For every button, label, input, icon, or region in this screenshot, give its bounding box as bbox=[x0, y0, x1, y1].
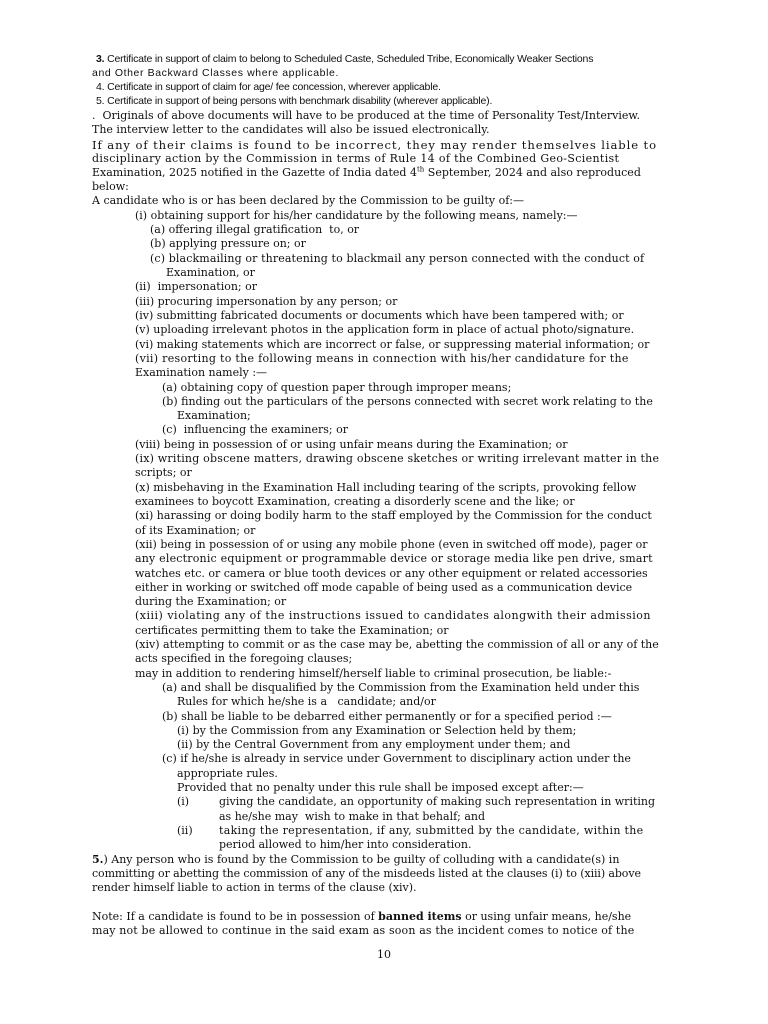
rule-intro: A candidate who is or has been declared by the Commission to be guilty of:— bbox=[92, 194, 524, 207]
clause-xii-cont-2: watches etc. or camera or blue tooth devices or any other equipment or related accessories bbox=[135, 567, 648, 580]
clause-i-c-cont: Examination, or bbox=[166, 266, 255, 279]
note-line-2: may not be allowed to continue in the said exam as soon as the incident comes to notice of the bbox=[92, 924, 635, 937]
clause-xii-cont-3: either in working or switched off mode capable of being used as a communication device bbox=[135, 581, 633, 594]
point-5-line-2: committing or abetting the commission of any of the misdeeds listed at the clauses (i) to (xiii) above bbox=[92, 867, 641, 880]
proviso-ii-cont: period allowed to him/her into consideration. bbox=[219, 838, 472, 851]
clause-i-c: (c) blackmailing or threatening to blackmail any person connected with the conduct of bbox=[150, 252, 645, 265]
clause-x-cont: examinees to boycott Examination, creating a disorderly scene and the like; or bbox=[135, 495, 575, 508]
liable-b-i: (i) by the Commission from any Examination or Selection held by them; bbox=[177, 724, 577, 737]
clause-xi-cont: of its Examination; or bbox=[135, 524, 256, 537]
certificate-item-3 bbox=[96, 52, 593, 66]
claims-line-3 bbox=[92, 166, 641, 180]
clause-v: (v) uploading irrelevant photos in the application form in place of actual photo/signature. bbox=[135, 323, 635, 336]
note-text: or using unfair means, he/she bbox=[461, 910, 632, 923]
clause-vii-a: (a) obtaining copy of question paper through improper means; bbox=[162, 381, 512, 394]
clause-xii-cont-1: any electronic equipment or programmable device or storage media like pen drive, smart bbox=[135, 552, 653, 565]
originals-line-2: The interview letter to the candidates will also be issued electronically. bbox=[92, 123, 490, 136]
proviso-ii-number: (ii) bbox=[177, 824, 193, 837]
note-text: Note: If a candidate is found to be in possession of bbox=[92, 910, 379, 923]
point-5-line-3: render himself liable to action in terms of the clause (xiv). bbox=[92, 881, 417, 894]
clause-iv: (iv) submitting fabricated documents or documents which have been tampered with; or bbox=[135, 309, 624, 322]
clause-ix-cont: scripts; or bbox=[135, 466, 192, 479]
clause-xiv: (xiv) attempting to commit or as the case may be, abetting the commission of all or any of the bbox=[135, 638, 659, 651]
clause-vii-b-cont: Examination; bbox=[177, 409, 251, 422]
note-line-1 bbox=[92, 910, 631, 924]
list-number: 3. bbox=[96, 53, 105, 65]
clause-ii: (ii) impersonation; or bbox=[135, 280, 258, 293]
clause-vii-cont: Examination namely :— bbox=[135, 366, 268, 379]
note-bold-text: banned items bbox=[378, 910, 462, 923]
proviso: Provided that no penalty under this rule shall be imposed except after:— bbox=[177, 781, 584, 794]
clause-iii: (iii) procuring impersonation by any person; or bbox=[135, 295, 398, 308]
claims-line-2: disciplinary action by the Commission in terms of Rule 14 of the Combined Geo-Scientist bbox=[92, 152, 620, 165]
proviso-i-number: (i) bbox=[177, 795, 190, 808]
claims-text: Examination, 2025 notified in the Gazette of India dated 4 bbox=[92, 166, 417, 179]
liable-a: (a) and shall be disqualified by the Commission from the Examination held under this bbox=[162, 681, 640, 694]
point-5-line-1 bbox=[92, 853, 619, 867]
page-number: 10 bbox=[377, 948, 391, 961]
clause-x: (x) misbehaving in the Examination Hall including tearing of the scripts, provoking fellow bbox=[135, 481, 637, 494]
certificate-item-5: 5. Certificate in support of being persons with benchmark disability (wherever applicable). bbox=[96, 95, 493, 107]
clause-xiii-cont: certificates permitting them to take the Examination; or bbox=[135, 624, 449, 637]
clause-xiii: (xiii) violating any of the instructions issued to candidates alongwith their admission bbox=[135, 609, 651, 622]
clause-viii: (viii) being in possession of or using unfair means during the Examination; or bbox=[135, 438, 568, 451]
clause-i: (i) obtaining support for his/her candidature by the following means, namely:— bbox=[135, 209, 578, 222]
list-number: 5. bbox=[92, 853, 104, 866]
clause-i-a: (a) offering illegal gratification to, or bbox=[150, 223, 360, 236]
clause-xii-cont-4: during the Examination; or bbox=[135, 595, 287, 608]
point-5-text: ) Any person who is found by the Commission to be guilty of colluding with a candidate(s) in bbox=[103, 853, 620, 866]
originals-line-1: . Originals of above documents will have to be produced at the time of Personality Test/Interview. bbox=[92, 109, 640, 122]
clause-ix: (ix) writing obscene matters, drawing obscene sketches or writing irrelevant matter in the bbox=[135, 452, 660, 465]
clause-vi: (vi) making statements which are incorrect or false, or suppressing material information; or bbox=[135, 338, 650, 351]
clause-i-b: (b) applying pressure on; or bbox=[150, 237, 306, 250]
clause-vii-c: (c) influencing the examiners; or bbox=[162, 423, 348, 436]
liable-b-ii: (ii) by the Central Government from any employment under them; and bbox=[177, 738, 571, 751]
proviso-i: giving the candidate, an opportunity of making such representation in writing bbox=[219, 795, 656, 808]
clause-xiv-cont: acts specified in the foregoing clauses; bbox=[135, 652, 353, 665]
claims-line-4: below: bbox=[92, 180, 129, 193]
liable-intro: may in addition to rendering himself/herself liable to criminal prosecution, be liable:- bbox=[135, 667, 612, 680]
clause-xii: (xii) being in possession of or using any mobile phone (even in switched off mode), pager or bbox=[135, 538, 648, 551]
liable-c: (c) if he/she is already in service under Government to disciplinary action under the bbox=[162, 752, 631, 765]
proviso-i-cont: as he/she may wish to make in that behalf; and bbox=[219, 810, 486, 823]
certificate-item-3-cont: and Other Backward Classes where applicable. bbox=[92, 67, 340, 79]
claims-line-1: If any of their claims is found to be incorrect, they may render themselves liable to bbox=[92, 138, 657, 152]
liable-c-cont: appropriate rules. bbox=[177, 767, 278, 780]
certificate-text: Certificate in support of claim to belong to Scheduled Caste, Scheduled Tribe, Economically Weaker Sections bbox=[107, 53, 594, 65]
clause-xi: (xi) harassing or doing bodily harm to the staff employed by the Commission for the conduct bbox=[135, 509, 652, 522]
claims-text: September, 2024 and also reproduced bbox=[424, 166, 641, 179]
liable-a-cont: Rules for which he/she is a candidate; and/or bbox=[177, 695, 436, 708]
clause-vii: (vii) resorting to the following means in connection with his/her candidature for the bbox=[135, 352, 629, 365]
proviso-ii: taking the representation, if any, submitted by the candidate, within the bbox=[219, 824, 644, 837]
clause-vii-b: (b) finding out the particulars of the persons connected with secret work relating to the bbox=[162, 395, 653, 408]
superscript: th bbox=[416, 165, 425, 174]
certificate-item-4: 4. Certificate in support of claim for age/ fee concession, wherever applicable. bbox=[96, 81, 441, 93]
liable-b: (b) shall be liable to be debarred either permanently or for a specified period :— bbox=[162, 710, 612, 723]
